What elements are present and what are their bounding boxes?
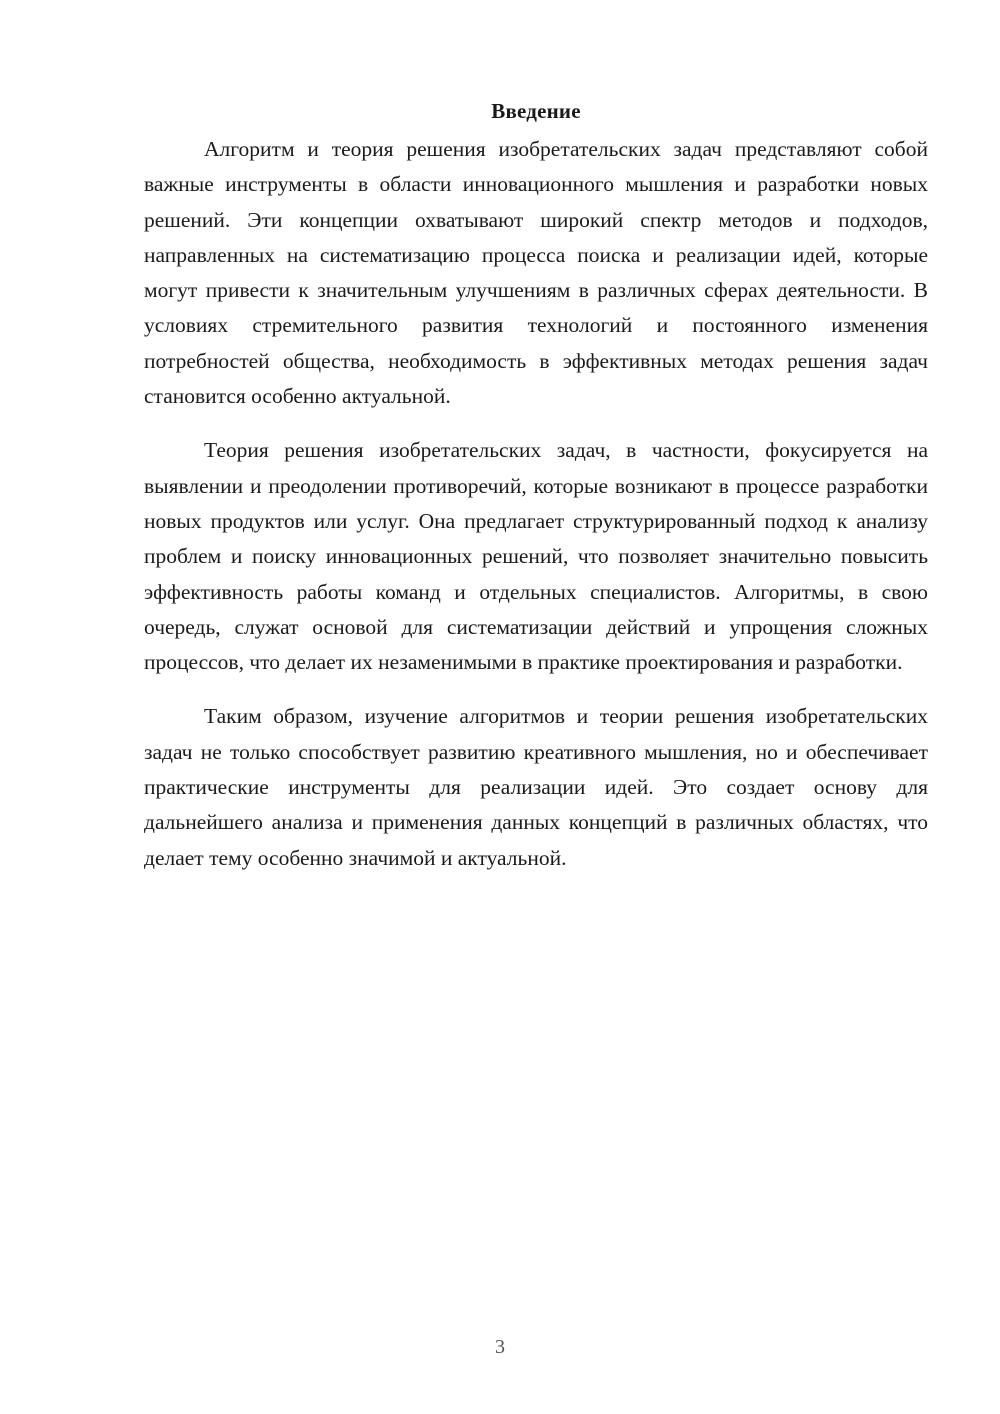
paragraph-2: Теория решения изобретательских задач, в частности, фокусируется на выявлении и преодолении противоречий, которые возникают в процессе разработки новых продуктов или услуг. Она предлагает структурированный подход к анализу проблем и поиску инновационных решений, что позволяет значительно повысить эффективность работы команд и отдельных специалистов. Алгоритмы, в свою очередь, служат основой для систематизации действий и упрощения сложных процессов, что делает их незаменимыми в практике проектирования и разработки. (144, 438, 928, 675)
section-heading: Введение (491, 99, 581, 123)
paragraph-3: Таким образом, изучение алгоритмов и теории решения изобретательских задач не только способствует развитию креативного мышления, но и обеспечивает практические инструменты для реализации идей. Это создает основу для дальнейшего анализа и применения данных концепций в различных областях, что делает тему особенно значимой и актуальной. (144, 704, 928, 870)
page-number: 3 (495, 1336, 505, 1358)
paragraph-1: Алгоритм и теория решения изобретательских задач представляют собой важные инструменты в области инновационного мышления и разработки новых решений. Эти концепции охватывают широкий спектр методов и подходов, направленных на систематизацию процесса поиска и реализации идей, которые могут привести к значительным улучшениям в различных сферах деятельности. В условиях стремительного развития технологий и постоянного изменения потребностей общества, необходимость в эффективных методах решения задач становится особенно актуальной. (144, 137, 928, 409)
page-content (144, 96, 928, 895)
